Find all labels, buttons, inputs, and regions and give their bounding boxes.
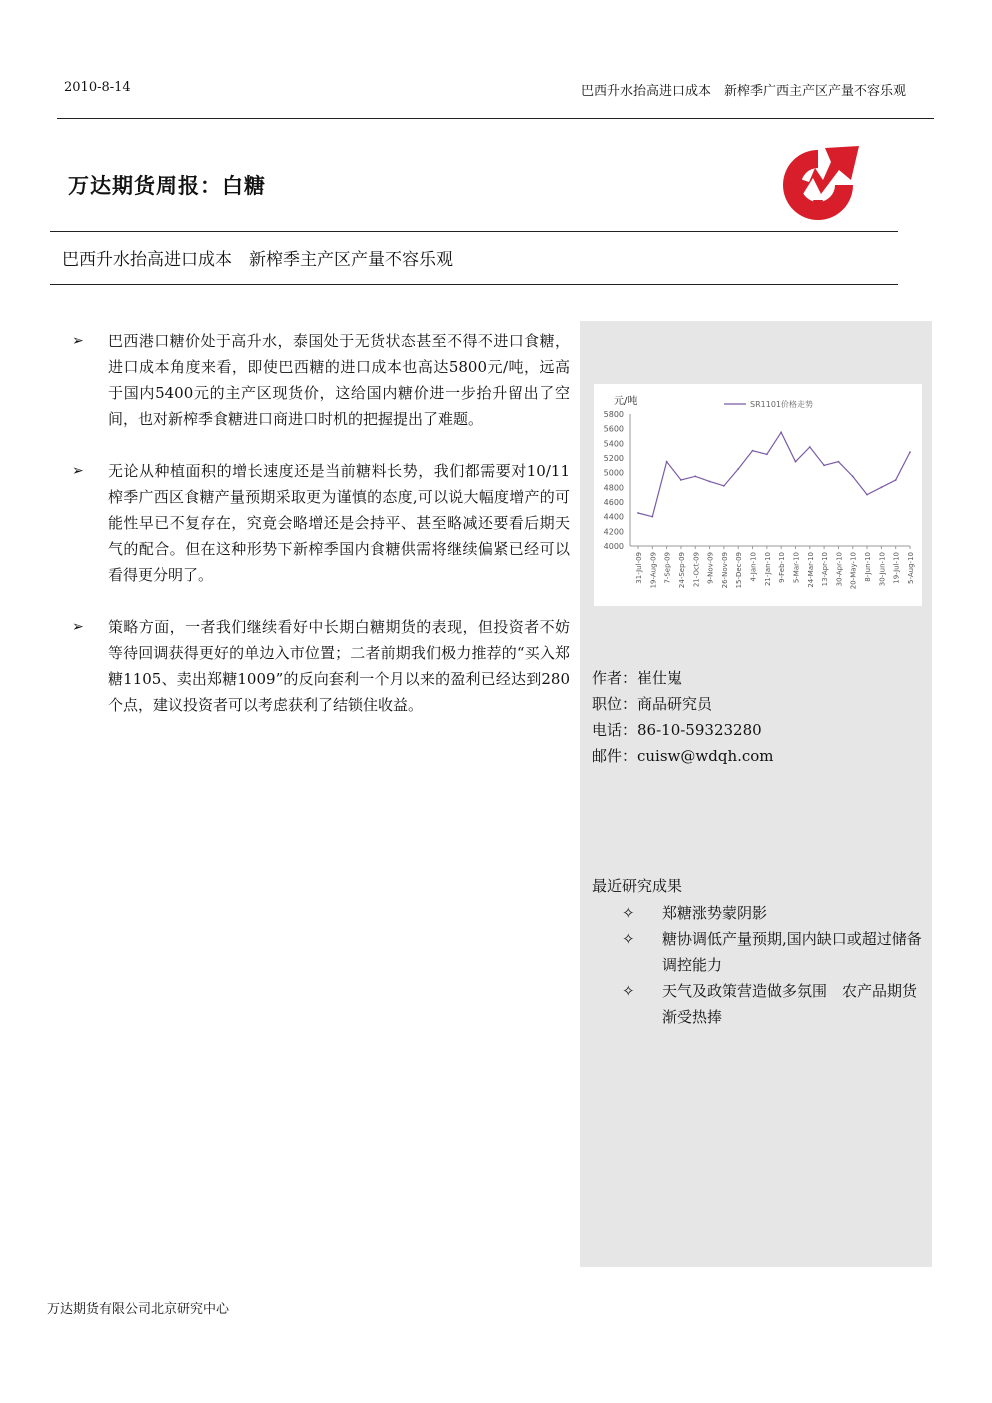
recent-research-text: 天气及政策营造做多氛围 农产品期货渐受热捧: [662, 982, 918, 1026]
subtitle-bottom-divider: [50, 284, 898, 285]
series-point: [809, 446, 811, 448]
x-tick-label: 15-Dec-09: [735, 552, 744, 589]
diamond-bullet-icon: ✧: [622, 930, 635, 948]
header-running-title: 巴西升水抬高进口成本 新榨季广西主产区产量不容乐观: [580, 84, 906, 99]
recent-research-item[interactable]: [622, 978, 922, 1030]
legend-label: SR1101价格走势: [750, 400, 813, 409]
y-tick-label: 5600: [603, 424, 624, 434]
author-email: 邮件：cuisw@wdqh.com: [592, 747, 774, 765]
series-point: [680, 479, 682, 481]
x-tick-label: 30-Jun-10: [878, 552, 887, 587]
main-content: [72, 328, 570, 744]
x-tick-label: 9-Feb-10: [778, 552, 787, 583]
wanda-logo-icon: [773, 140, 863, 230]
bullet-paragraph: [72, 328, 570, 432]
y-tick-label: 5400: [603, 439, 624, 449]
x-tick-label: 9-Nov-09: [706, 552, 715, 584]
y-tick-label: 5000: [603, 468, 624, 478]
y-tick-label: 4800: [603, 483, 624, 493]
y-tick-label: 4200: [603, 527, 624, 537]
y-tick-label: 4000: [603, 542, 624, 551]
y-tick-label: 4600: [603, 498, 624, 507]
header-divider: [57, 118, 934, 119]
recent-research-item[interactable]: [622, 926, 922, 978]
x-tick-label: 21-Oct-09: [692, 552, 701, 588]
x-tick-label: 13-Apr-10: [821, 552, 830, 587]
series-point: [880, 486, 882, 488]
diamond-bullet-icon: ✧: [622, 982, 635, 1000]
x-tick-label: 20-May-10: [849, 552, 858, 590]
series-point: [709, 481, 711, 483]
price-chart: [594, 384, 922, 606]
recent-research-item[interactable]: [622, 900, 922, 926]
subtitle-top-divider: [50, 231, 898, 232]
series-point: [909, 451, 911, 453]
series-line-sr1101: [638, 432, 910, 516]
arrow-bullet-icon: ➢: [72, 463, 84, 479]
y-tick-label: 5800: [603, 410, 624, 419]
x-tick-label: 26-Nov-09: [720, 552, 729, 589]
price-chart-svg: [594, 384, 922, 606]
paragraph-text: 无论从种植面积的增长速度还是当前糖料长势，我们都需要对10/11榨季广西区食糖产量预期采取更为谨慎的态度,可以说大幅度增产的可能性早已不复存在，究竟会略增还是会持平、甚至略减还要看后期天气的配合。但在这种形势下新榨季国内食糖供需将继续偏紧已经可以看得更分明了。: [108, 462, 570, 584]
series-point: [694, 475, 696, 477]
series-point: [766, 453, 768, 455]
series-point: [838, 461, 840, 463]
subtitle: 巴西升水抬高进口成本 新榨季主产区产量不容乐观: [62, 250, 453, 270]
footer-company: 万达期货有限公司北京研究中心: [47, 1302, 230, 1317]
series-point: [752, 450, 754, 452]
x-tick-label: 8-Jun-10: [864, 552, 873, 582]
bullet-paragraph: [72, 614, 570, 718]
report-title: 万达期货周报：白糖: [68, 174, 266, 198]
series-point: [852, 475, 854, 477]
header-date: 2010-8-14: [64, 80, 131, 95]
x-tick-label: 31-Jul-09: [635, 552, 643, 584]
author-phone: 电话：86-10-59323280: [592, 721, 762, 739]
series-point: [723, 485, 725, 487]
x-tick-label: 19-Aug-09: [649, 552, 658, 589]
series-point: [637, 512, 639, 514]
arrow-bullet-icon: ➢: [72, 619, 84, 635]
x-tick-label: 4-Jan-10: [749, 552, 758, 582]
author-title: 职位：商品研究员: [592, 695, 713, 713]
paragraph-text: 策略方面，一者我们继续看好中长期白糖期货的表现，但投资者不妨等待回调获得更好的单边入市位置；二者前期我们极力推荐的“买入郑糖1105、卖出郑糖1009”的反向套利一个月以来的盈利已经达到280个点，建议投资者可以考虑获利了结锁住收益。: [108, 618, 570, 714]
paragraph-text: 巴西港口糖价处于高升水，泰国处于无货状态甚至不得不进口食糖，进口成本角度来看，即使巴西糖的进口成本也高达5800元/吨，远高于国内5400元的主产区现货价，这给国内糖价进一步抬升留出了空间，也对新榨季食糖进口商进口时机的把握提出了难题。: [108, 332, 570, 428]
author-name: 作者：崔仕嵬: [592, 669, 683, 687]
y-axis-label: 元/吨: [614, 396, 638, 407]
recent-research-list: [622, 900, 922, 1030]
arrow-bullet-icon: ➢: [72, 333, 84, 349]
series-point: [795, 461, 797, 463]
x-tick-label: 5-Aug-10: [907, 552, 915, 584]
author-info: [592, 665, 774, 769]
recent-research-title: 最近研究成果: [592, 877, 683, 895]
series-point: [823, 464, 825, 466]
series-point: [737, 468, 739, 470]
x-tick-label: 24-Sep-09: [677, 552, 686, 589]
series-point: [780, 431, 782, 433]
x-tick-label: 5-Mar-10: [792, 552, 801, 584]
y-tick-label: 4400: [603, 512, 624, 522]
x-tick-label: 30-Apr-10: [835, 552, 844, 587]
recent-research-text: 糖协调低产量预期,国内缺口或超过储备调控能力: [662, 930, 922, 974]
x-tick-label: 21-Jan-10: [763, 552, 772, 587]
series-point: [895, 479, 897, 481]
series-point: [651, 516, 653, 518]
diamond-bullet-icon: ✧: [622, 904, 635, 922]
x-tick-label: 19-Jul-10: [892, 552, 901, 584]
bullet-paragraph: [72, 458, 570, 588]
x-tick-label: 7-Sep-09: [663, 552, 672, 584]
x-tick-label: 24-Mar-10: [806, 552, 815, 588]
y-tick-label: 5200: [603, 454, 624, 463]
recent-research-text: 郑糖涨势蒙阴影: [662, 904, 768, 922]
series-point: [866, 494, 868, 496]
series-point: [666, 461, 668, 463]
